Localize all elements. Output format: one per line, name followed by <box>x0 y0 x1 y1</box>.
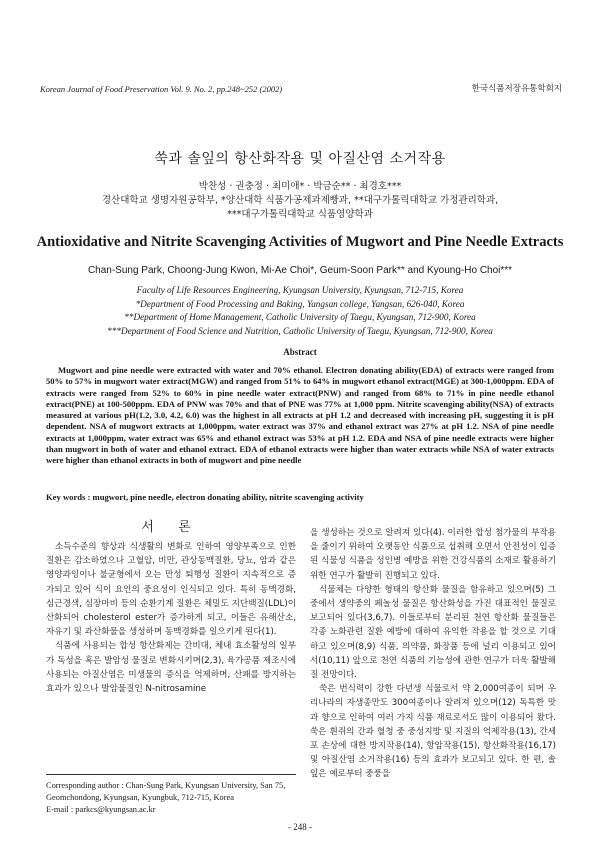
english-affiliation-line: Faculty of Life Resources Engineering, Kyungsan University, Kyungsan, 712-715, Korea <box>136 285 464 295</box>
korean-affiliation-line: 경산대학교 생명자원공학부, *양산대학 식품가공제과제빵과, **대구가톨릭대학교 가정관리학과, <box>101 195 499 206</box>
english-affiliation-line: ***Department of Food Science and Nutrition, Catholic University of Taegu, Kyungsan, 712-900, Korea <box>107 326 493 337</box>
left-column <box>46 540 296 696</box>
journal-citation: Korean Journal of Food Preservation Vol. 9. No. 2, pp.248~252 (2002) <box>40 84 283 94</box>
right-column <box>310 526 556 782</box>
corresponding-author-footnote <box>46 780 296 816</box>
section-heading-introduction: 서 론 <box>141 520 201 535</box>
korean-title: 쑥과 솔잎의 항산화작용 및 아질산염 소거작용 <box>154 151 446 167</box>
korean-affiliation-line: ***대구가톨릭대학교 식품영양학과 <box>227 209 373 220</box>
korean-authors: 박찬성 · 권충정 · 최미애* · 박금순** · 최경호*** <box>198 181 402 192</box>
english-affiliation-line: *Department of Food Processing and Baking, Yangsan college, Yangsan, 626-040, Korea <box>135 298 465 309</box>
body-paragraph: 식품에 사용되는 합성 항산화제는 간비대, 체내 효소활성의 일부가 독성을 혹은 발암성 물질로 변화시키며(2,3), 육가공품 제조시에 사용되는 아질산염은 미생물의 증식을 억제하며, 산패를 방지하는 효과가 있으나 발암물질인 N-nitrosamine <box>46 641 296 695</box>
society-name: 한국식품저장유통학회지 <box>471 84 562 94</box>
body-paragraph: 식물체는 다양한 형태의 항산화 물질을 함유하고 있으며(5) 그 중에서 생약중의 페놀성 물질은 항산화성을 가진 대표적인 물질로 보고되어 있다(3,6,7). 이들로부터 분리된 천연 항산화 물질들은 각종 노화관련 질환 예방에 대하여 유익한 작용을 할 것으로 기대하고 있으며(8,9) 식품, 의약품, 화장품 등에 널리 이용되고 있어서(10,11) 앞으로 천연 식품의 기능성에 관한 연구가 더욱 활발해질 전망이다. <box>310 584 556 681</box>
body-paragraph: 쑥은 번식력이 강한 다년생 식물로서 약 2,000여종이 되며 우리나라의 자생종만도 300여종이나 알려져 있으며(12) 독특한 맛과 향으로 인하여 여러 가지 식품 재료로서도 많이 이용되어 왔다. 쑥은 흰쥐의 간과 혈청 중 중성지방 및 지질의 억제작용(13), 간세포 손상에 대한 방지작용(14), 항암작용(15), 항산화작용(16,17) 및 아질산염 소거작용(16) 등의 효과가 보고되고 있다. 한 편, 솔잎은 예로부터 중풍을 <box>310 684 556 780</box>
body-paragraph: 소득수준의 향상과 식생활의 변화로 인하여 영양부족으로 인한 질환은 감소하였으나 고혈압, 비만, 관상동맥질환, 당뇨, 암과 같은 영양과잉이나 불균형에서 오는 만성 퇴행성 질환이 지속적으로 증가되고 있어 식이 요인의 중요성이 인식되고 있다. 특히 동맥경화, 심근경색, 심장마비 등의 순환기계 질환은 체밀도 지단백질(LDL)이 산화되어 cholesterol ester가 증가하게 되고, 이들은 유해산소, 자유기 및 과산화물을 생성하며 동맥경화를 일으키게 된다(1). <box>46 542 296 638</box>
abstract-heading: Abstract <box>283 347 317 357</box>
footnote-email: E-mail : parkcs@kyungsan.ac.kr <box>46 805 156 814</box>
footnote-divider <box>46 774 296 775</box>
body-paragraph: 을 생성하는 것으로 알려져 있다(4). 이러한 합성 첨가물의 부작용을 줄이기 위하여 오랫동안 식품으로 섭취해 오면서 안전성이 입증된 식물성 식품을 성인병 예방을 위한 건강식품의 소재로 활용하기 위한 연구가 활발히 진행되고 있다. <box>310 528 556 581</box>
keywords: Key words : mugwort, pine needle, electron donating ability, nitrite scavenging activity <box>46 492 364 502</box>
english-affiliation-line: **Department of Home Management, Catholic University of Taegu, Kyungsan, 712-900, Korea <box>124 312 476 323</box>
abstract-text: Mugwort and pine needle were extracted with water and 70% ethanol. Electron donating ability(EDA) of extracts were ranged from 50% to 57% in mugwort water extract(MGW) and ranged from 51% to 64% in mugwort ethanol extract(MGE) at 300-1,000ppm. EDA of extracts were ranged from 52% to 60% in pine needle water extract(PNW) and ranged from 68% to 71% in pine needle ethanol extract(PNE) at 100-500ppm. EDA of PNW was 70% and that of PNE was 77% at 1,000 ppm. Nitrite scavenging ability(NSA) of extracts measured at various pH(1.2, 3.0, 4.2, 6.0) was the highest in all extracts at pH 1.2 and decreased with increasing pH, suggesting it is pH dependent. NSA of mugwort extracts at 1,000ppm, water extract was 37% and ethanol extract was 27% at pH 1.2. NSA of pine needle extracts at 1,000ppm, water extract was 65% and ethanol extract was 53% at pH 1.2. EDA and NSA of pine needle extracts were higher than mugwort in both of water and ethanol extract. EDA of ethanol extracts were higher than water extracts while NSA of water extracts were higher than ethanol extracts in both of mugwort and pine needle <box>46 365 554 466</box>
korean-affiliations <box>0 194 600 222</box>
english-affiliations <box>0 284 600 339</box>
english-title: Antioxidative and Nitrite Scavenging Activities of Mugwort and Pine Needle Extracts <box>36 234 564 250</box>
footnote-line: Corresponding author : Chan-Sung Park, Kyungsan University, San 75, Geomchondong, Kyungsan, Kyungbuk, 712-715, Korea <box>46 781 286 802</box>
english-authors: Chan-Sung Park, Choong-Jung Kwon, Mi-Ae Choi*, Geum-Soon Park** and Kyoung-Ho Choi*** <box>87 265 513 276</box>
page-number: - 248 - <box>288 822 312 832</box>
